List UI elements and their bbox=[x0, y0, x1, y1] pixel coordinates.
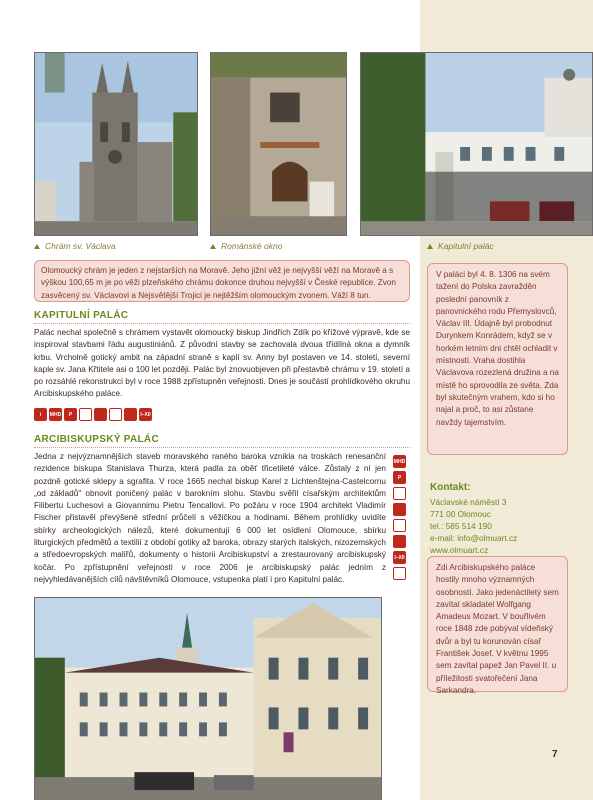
sidebar-note-murder bbox=[427, 263, 568, 455]
season-icon: I–XII bbox=[139, 408, 152, 421]
info-icon: i bbox=[34, 408, 47, 421]
triangle-icon bbox=[210, 244, 216, 249]
heading-rule bbox=[34, 323, 410, 324]
intro-note-box: Olomoucký chrám je jeden z nejstarších na Moravě. Jeho jižní věž je nejvyšší věží na Moravě a s výškou 100,65 m je po věži plzeňského chrámu dokonce druhou nejvyšší v České republice. Zvon zasvěcený sv. Václavovi a Nejsvětější Trojici je nejtěžším olomouckým zvonem. Váží 8 tun. bbox=[34, 260, 410, 302]
heading-rule bbox=[34, 447, 410, 448]
caption-text: Chrám sv. Václava bbox=[45, 241, 116, 251]
page-number: 7 bbox=[552, 749, 558, 760]
mhd-icon: MHD bbox=[393, 455, 406, 468]
season-icon: I–XII bbox=[393, 551, 406, 564]
caption-chapter-palace bbox=[427, 241, 494, 251]
kapitulni-icon-row bbox=[34, 408, 152, 421]
parking-icon: P bbox=[393, 471, 406, 484]
toilet-icon bbox=[393, 535, 406, 548]
triangle-icon bbox=[427, 244, 433, 249]
contact-address-city: 771 00 Olomouc bbox=[430, 509, 491, 519]
contact-address-street: Václavské náměstí 3 bbox=[430, 497, 507, 507]
arcibiskupsky-icon-column bbox=[393, 455, 406, 580]
caption-cathedral bbox=[34, 241, 116, 251]
photo-cathedral bbox=[34, 52, 198, 236]
kapitulni-heading: KAPITULNÍ PALÁC bbox=[34, 310, 129, 321]
ticket-icon bbox=[393, 519, 406, 532]
contact-email-link[interactable]: e-mail: info@olmuart.cz bbox=[430, 533, 518, 543]
photo-romanesque-window bbox=[210, 52, 347, 236]
camera-icon bbox=[393, 567, 406, 580]
ticket-icon bbox=[109, 408, 122, 421]
contact-web-link[interactable]: www.olmuart.cz bbox=[430, 545, 489, 555]
sidebar-note-text: V paláci byl 4. 8. 1306 na svém tažení do Polska zavražděn poslední panovník z panovnického rodu Přemyslovců, Václav III. Údajně byl probodnut Durynkem Konrádem, když se v horkém letním dni chtěl ochladit v místnosti. Vraha dostihla Václavova rozezlená družina a na místě ho sprovodila ze světa. Zda byl skutečným vrahem, kdo si ho najal a proč, to asi zůstane navždy tajemstvím. bbox=[436, 270, 559, 427]
toilet-icon bbox=[124, 408, 137, 421]
contact-phone: tel.: 585 514 190 bbox=[430, 521, 492, 531]
sidebar-note-guests bbox=[427, 556, 568, 695]
contact-title: Kontakt: bbox=[430, 482, 471, 493]
caption-text: Kapitulní palác bbox=[438, 241, 494, 251]
photo-archbishop-palace bbox=[34, 597, 382, 800]
sidebar-note-text: Zdi Arcibiskupského paláce hostily mnoho významných osobností. Jako jedenáctiletý sem zavítal skladatel Wolfgang Amadeus Mozart. V bouřlivém roce 1848 zde pobýval vídeňský dvůr a byl tu korunován císař František Josef. V květnu 1995 sem zavítal papež Jan Pavel II. u příležitosti svatořečení Jana Sarkandra. bbox=[436, 563, 559, 695]
arcibiskupsky-text: Jedna z nejvýznamnějších staveb moravského raného baroka vznikla na troskách renesanční rezidence biskupa Stanislava Thurza, která padla za oběť třicetileté válce. Zůstaly z ní jen pozdně gotické sklepy a sgrafita. V roce 1665 nechal biskup Karel z Lichtenštejna-Castelcornu „od základů" obnovit poničený palác v barokním slohu. Stavbu svěřil císařským architektům Filibertu Luchesovi a Giovannimu Pietru Tencallovi. Po požáru v roce 1904 architekt Vladimír Fischer přistavěl převýšené střední průčelí s věžičkou a hodinami. Během prohlídky uvidíte sbírky archeologických nálezů, které dokumentují 6 000 let osídlení Olomouce, sbírku liturgických předmětů a textilií z období gotiky až baroka, obrazy starých italských, nizozemských a středoevropských malířů, dokumenty o historii Arcibiskupství a zrestaurovaný arcibiskupský kočár. Po zpřístupnění veřejnosti v roce 2006 je arcibiskupský palác jedním z nejvyhledávanějších cílů návštěvníků Olomouce, vstupenka platí i pro Kapitulní palác. bbox=[34, 452, 386, 584]
kapitulni-text: Palác nechal společně s chrámem vystavět olomoucký biskup Jindřich Zdík po křížové výpravě, kde se inspiroval stavbami řádu augustiniánů. Z původní stavby se zachovala dvoua třídílná okna a dymník krbu. Vrcholně gotický ambit na západní straně s kaplí sv. Anny byl postaven ve 14. století, severní kaple sv. Jana Křtitele asi o 100 let později. Palác byl znovuobjeven při přestavbě chrámu v 19. století a po rozsáhlé rekonstrukci byl v roce 1988 zpřístupněn veřejnosti. Dnes je součástí prohlídkového okruhu Arcibiskupského paláce. bbox=[34, 328, 410, 399]
caption-text: Románské okno bbox=[221, 241, 283, 251]
guide-icon bbox=[79, 408, 92, 421]
parking-icon: P bbox=[64, 408, 77, 421]
arcibiskupsky-heading: ARCIBISKUPSKÝ PALÁC bbox=[34, 434, 159, 445]
wheelchair-icon bbox=[393, 503, 406, 516]
photo-chapter-palace bbox=[360, 52, 593, 236]
mhd-icon: MHD bbox=[49, 408, 62, 421]
wheelchair-icon bbox=[94, 408, 107, 421]
guide-icon bbox=[393, 487, 406, 500]
triangle-icon bbox=[34, 244, 40, 249]
caption-romanesque bbox=[210, 241, 282, 251]
